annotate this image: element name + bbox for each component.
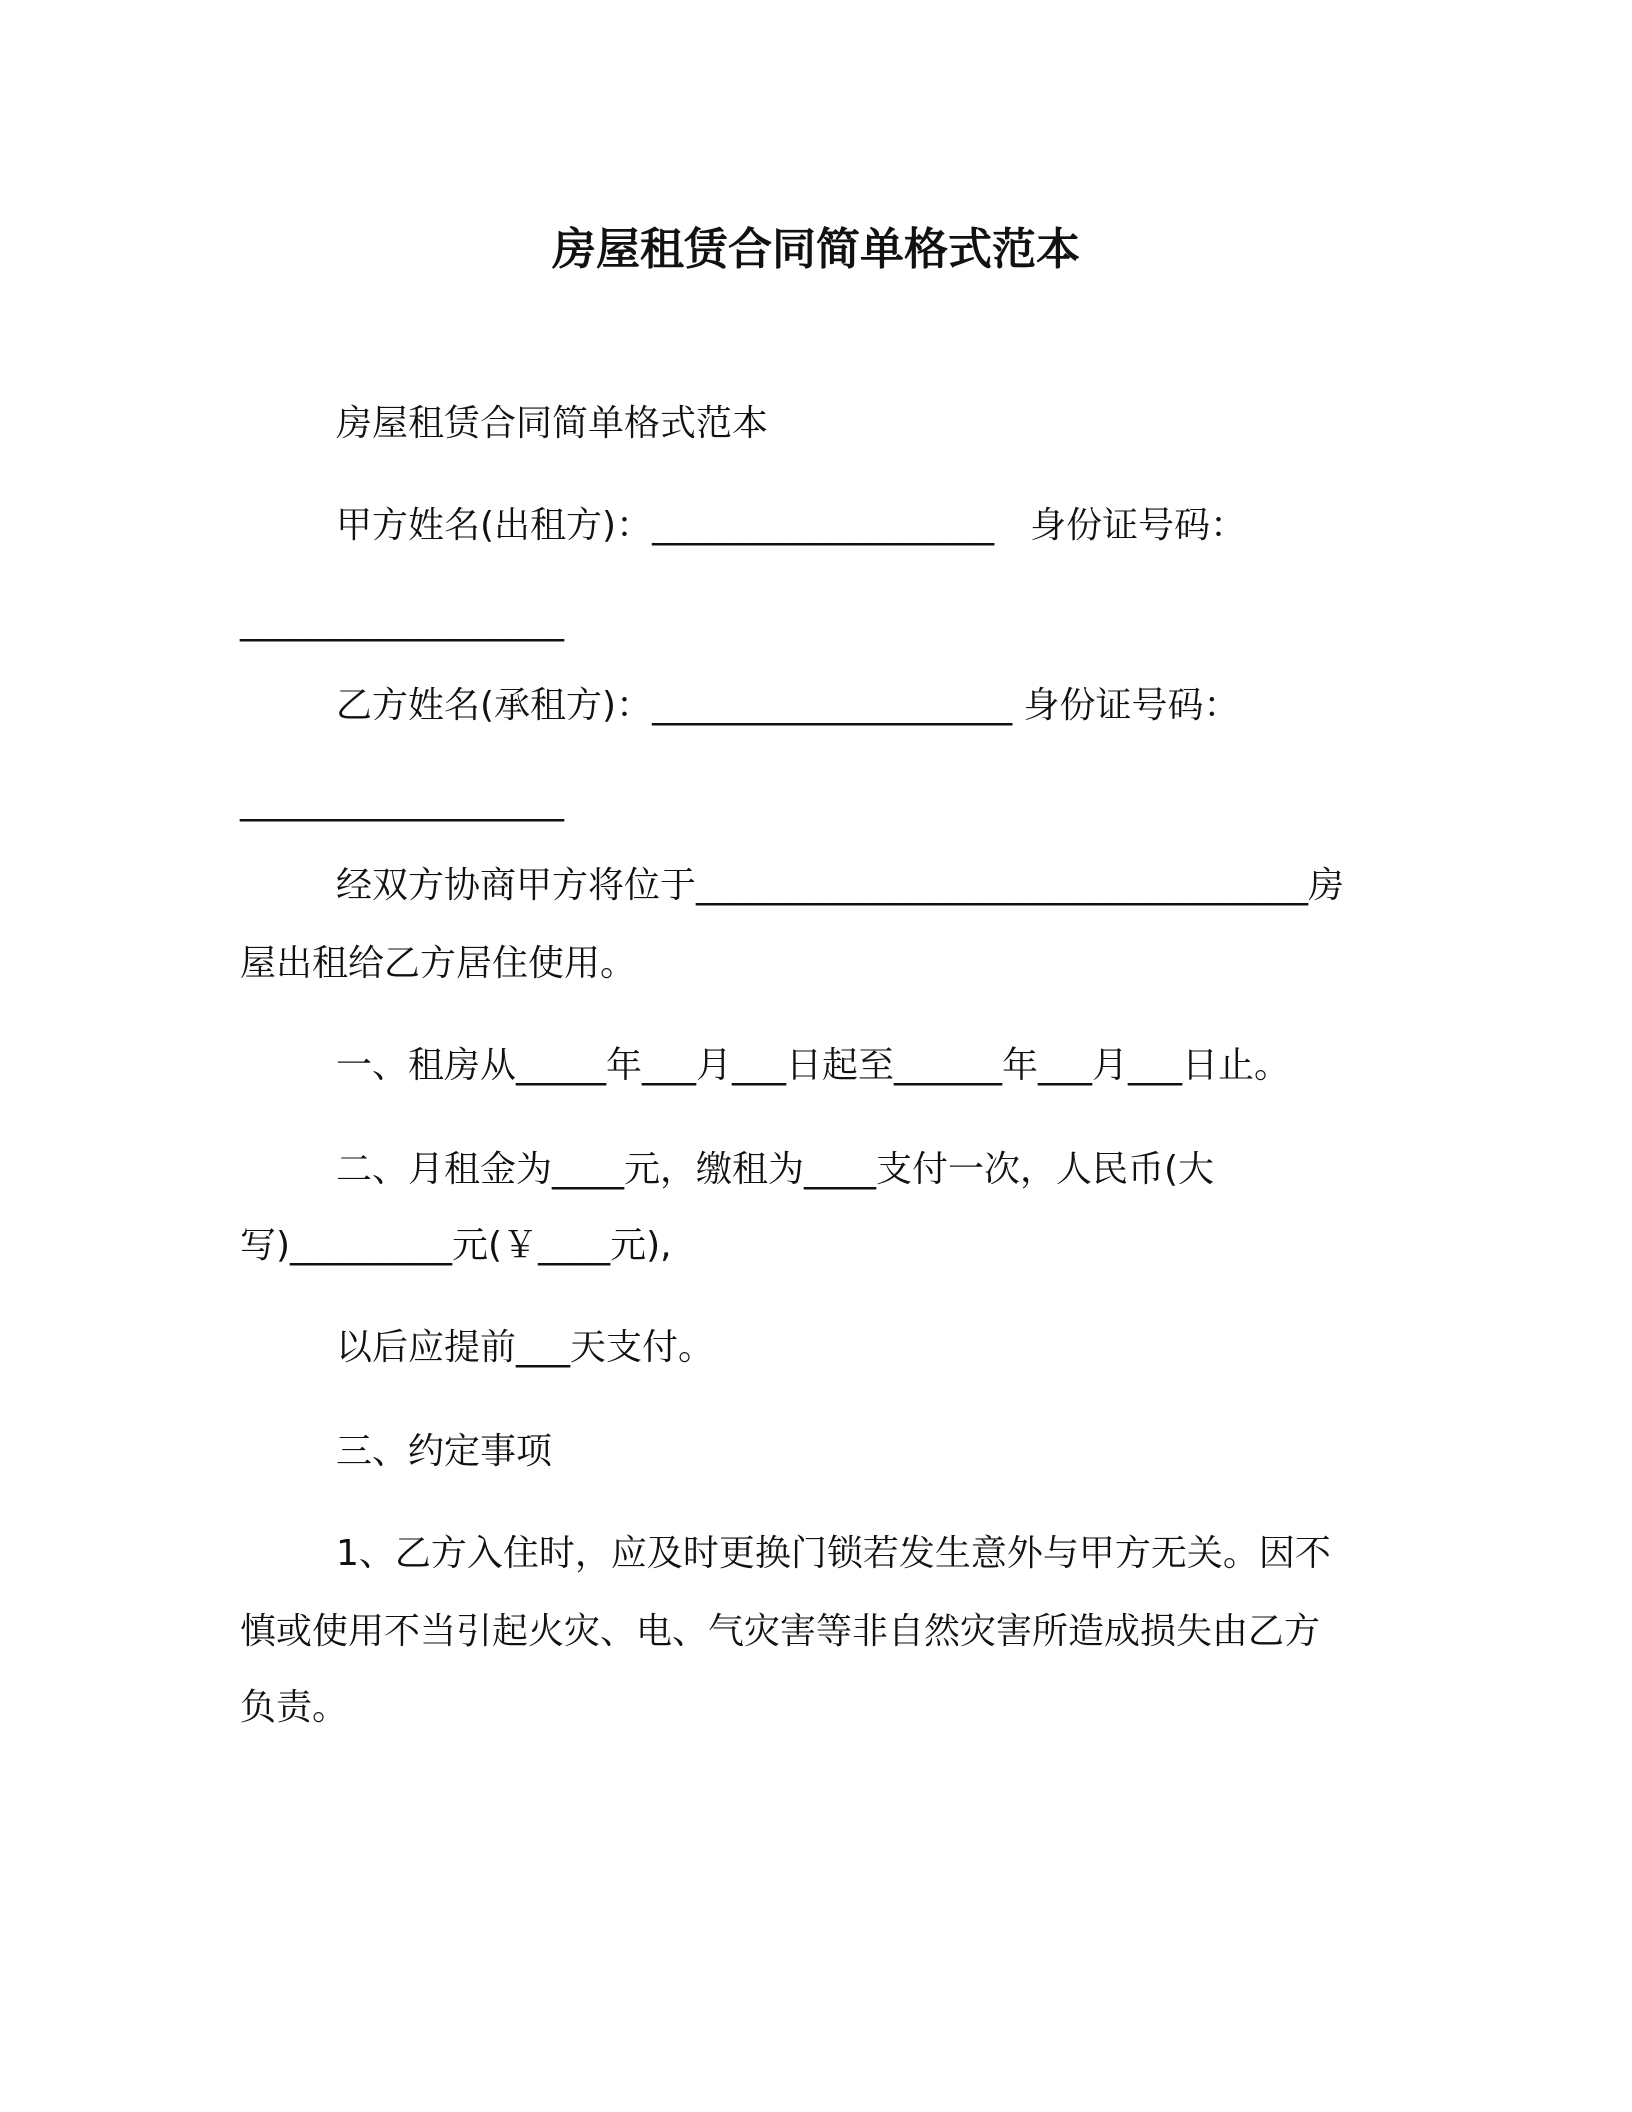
party-a-name-line: 甲方姓名(出租方)：___________________ 身份证号码： [336, 505, 1247, 546]
clause-one-line-3: 负责。 [240, 1687, 349, 1728]
property-location-line: 经双方协商甲方将位于__________________________________房 [336, 865, 1345, 906]
clause-one-line-1: 1、乙方入住时，应及时更换门锁若发生意外与甲方无关。因不 [336, 1533, 1331, 1574]
party-b-id-blank-line: __________________ [240, 781, 564, 822]
party-a-id-blank-line: __________________ [240, 601, 564, 642]
rent-amount-capital-line: 写)_________元(￥____元), [240, 1225, 672, 1266]
subtitle-line: 房屋租赁合同简单格式范本 [336, 403, 769, 444]
property-usage-line: 屋出租给乙方居住使用。 [240, 943, 637, 984]
section-three-heading: 三、约定事项 [336, 1431, 553, 1472]
clause-one-line-2: 慎或使用不当引起火灾、电、气灾害等非自然灾害所造成损失由乙方 [240, 1611, 1321, 1652]
lease-term-line: 一、租房从_____年___月___日起至______年___月___日止。 [336, 1045, 1291, 1086]
document-title: 房屋租赁合同简单格式范本 [552, 224, 1080, 275]
party-b-name-line: 乙方姓名(承租方)：____________________ 身份证号码： [336, 685, 1240, 726]
rent-amount-line: 二、月租金为____元，缴租为____支付一次，人民币(大 [336, 1149, 1215, 1190]
payment-advance-line: 以后应提前___天支付。 [336, 1327, 715, 1368]
